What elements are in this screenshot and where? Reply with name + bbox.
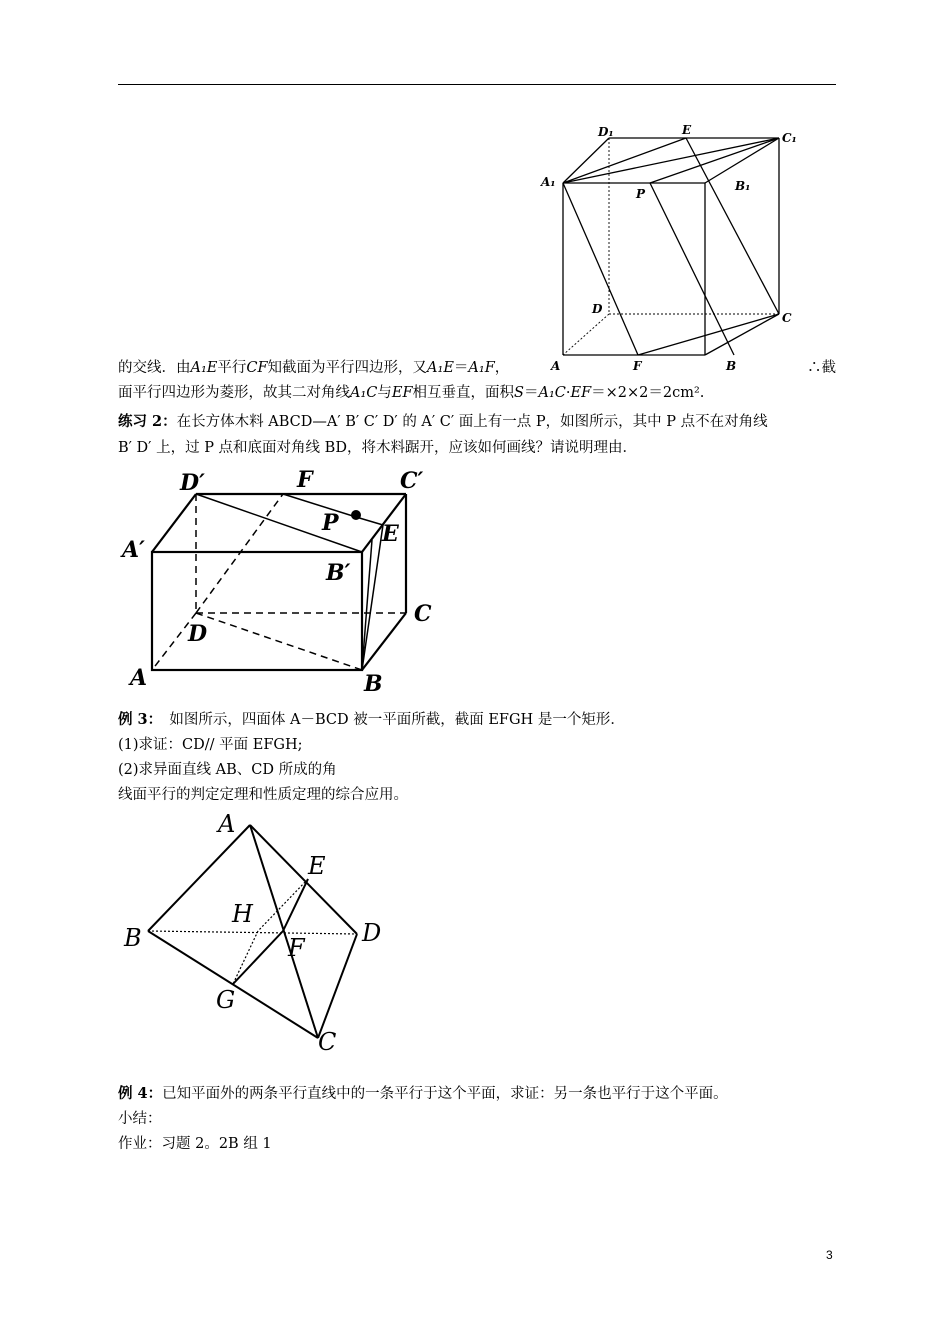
label-A: A — [130, 665, 148, 691]
label-D: D — [188, 621, 208, 647]
label-C: C — [414, 601, 432, 627]
label-D-prime: D′ — [180, 470, 205, 496]
label-G: G — [216, 986, 236, 1014]
homework-line: 作业：习题 2。2B 组 1 — [118, 1136, 272, 1152]
label-E: E — [682, 123, 692, 137]
label-C-prime: C′ — [400, 468, 424, 494]
label-E: E — [308, 852, 326, 880]
page-number: 3 — [826, 1248, 833, 1262]
label-B-prime: B′ — [326, 560, 351, 586]
label-C1: C₁ — [782, 131, 797, 145]
text-line-1: 的交线．由A₁E平行CF知截面为平行四边形，又A₁E＝A₁F， ∴截 — [118, 360, 836, 376]
label-B: B — [364, 671, 383, 697]
label-B: B — [726, 359, 737, 373]
exercise-2-line-1: 练习 2：在长方体木料 ABCD—A′ B′ C′ D′ 的 A′ C′ 面上有一点 P，如图所示，其中 P 点不在对角线 — [118, 413, 768, 430]
exercise-2-line-2: B′ D′ 上，过 P 点和底面对角线 BD，将木料踞开，应该如何画线？请说明理由． — [118, 440, 637, 456]
label-A: A — [551, 359, 561, 373]
label-A1: A₁ — [541, 175, 556, 189]
label-P: P — [636, 187, 646, 201]
label-E: E — [382, 521, 399, 547]
label-P: P — [322, 510, 339, 536]
label-D: D — [592, 302, 603, 316]
summary-line: 小结： — [118, 1111, 162, 1127]
label-F: F — [297, 467, 313, 493]
label-F: F — [633, 359, 642, 373]
box-figure — [120, 460, 450, 700]
example-4-line: 例 4：已知平面外的两条平行直线中的一条平行于这个平面，求证：另一条也平行于这个平面。 — [118, 1085, 728, 1102]
label-A: A — [218, 810, 236, 838]
exercise-2-label: 练习 2： — [118, 413, 177, 430]
label-B: B — [124, 924, 142, 952]
label-D1: D₁ — [598, 125, 614, 139]
example-3-question-1: (1)求证：CD// 平面 EFGH; — [118, 737, 303, 753]
text-line-2: 面平行四边形为菱形，故其二对角线A₁C与EF相互垂直，面积S＝A₁C·EF＝×2×2＝2cm². — [118, 385, 705, 401]
example-3-line: 例 3： 如图所示，四面体 A－BCD 被一平面所截，截面 EFGH 是一个矩形． — [118, 711, 625, 728]
label-C: C — [782, 311, 792, 325]
label-B1: B₁ — [735, 179, 751, 193]
label-A-prime: A′ — [122, 537, 145, 563]
header-rule — [118, 84, 836, 85]
label-F: F — [288, 934, 305, 962]
label-H: H — [232, 900, 253, 928]
label-C: C — [318, 1028, 337, 1056]
label-D: D — [362, 919, 382, 947]
tetrahedron-figure — [120, 805, 400, 1055]
cube-figure — [540, 120, 810, 380]
example-3-note: 线面平行的判定定理和性质定理的综合应用。 — [118, 787, 408, 803]
example-3-question-2: (2)求异面直线 AB、CD 所成的角 — [118, 762, 337, 778]
example-4-label: 例 4： — [118, 1085, 163, 1102]
example-3-label: 例 3： — [118, 711, 155, 728]
